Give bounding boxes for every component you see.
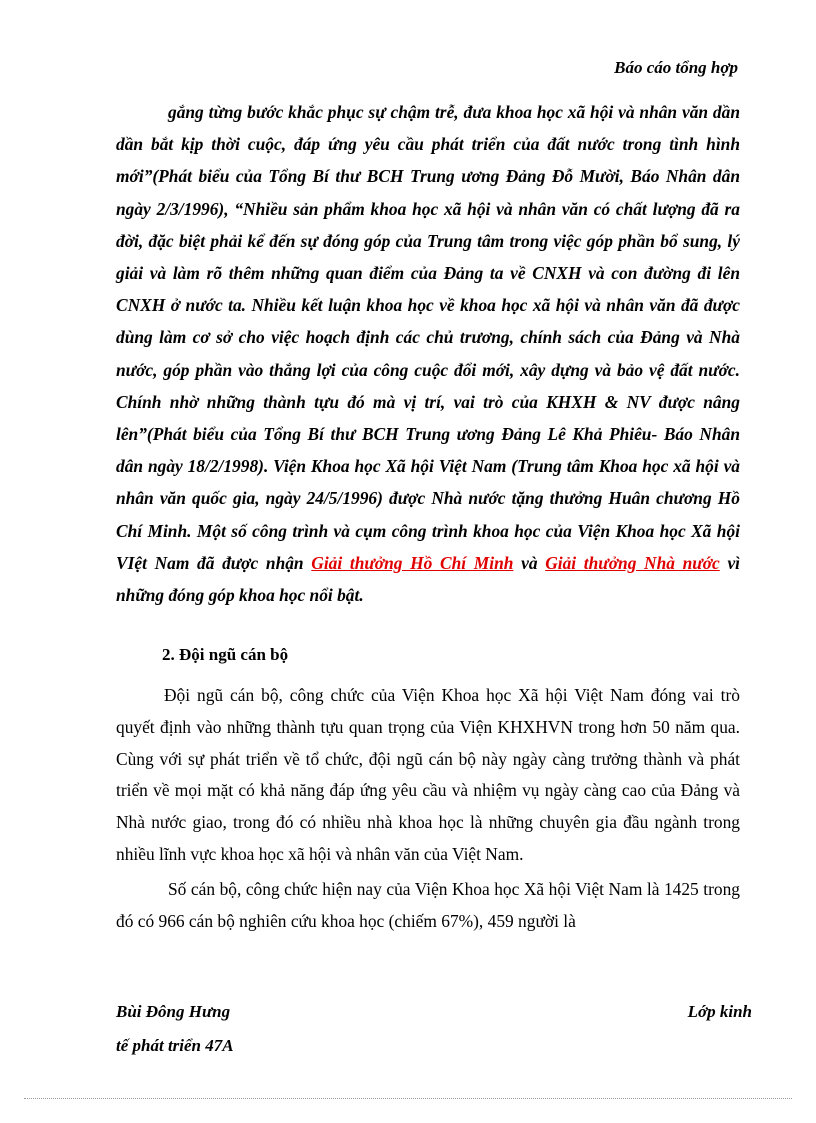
quote-text-end: vì những đóng góp khoa học nổi bật. <box>116 552 740 606</box>
footer-class-prefix: Lớp kinh <box>687 1002 752 1021</box>
quote-text-main: gắng từng bước khắc phục sự chậm trễ, đưa khoa học xã hội và nhân văn dần dần bắt kịp thời cuộc, đáp ứng yêu cầu phát triển của đất nước trong tình hình mới”(Phát biểu của Tổng Bí thư BCH Trung ương Đảng Đỗ Mười, Báo Nhân dân ngày 2/3/1996), “Nhiều sản phẩm khoa học xã hội và nhân văn có chất lượng đã ra đời, đặc biệt phải kể đến sự đóng góp của Trung tâm trong việc góp phần bổ sung, lý giải và làm rõ thêm những quan điểm của Đảng ta về CNXH và con đường đi lên CNXH ở nước ta. Nhiều kết luận khoa học về khoa học xã hội và nhân văn đã được dùng làm cơ sở cho việc hoạch định các chủ trương, chính sách của Đảng và Nhà nước, góp phần vào thắng lợi của công cuộc đổi mới, xây dựng và bảo vệ đất nước. Chính nhờ những thành tựu đó mà vị trí, vai trò của KHXH & NV được nâng lên”(Phát biểu của Tổng Bí thư BCH Trung ương Đảng Lê Khả Phiêu- Báo Nhân dân ngày 18/2/1998). Viện Khoa học Xã hội Việt Nam (Trung tâm Khoa học xã hội và nhân văn quốc gia, ngày 24/5/1996) được Nhà nước tặng thưởng Huân chương Hồ Chí Minh. Một số công trình và cụm công trình khoa học của Viện Khoa học Xã hội VIệt Nam đã được nhận <box>116 102 740 573</box>
footer-class-suffix: tế phát triển 47A <box>116 1036 234 1055</box>
section-heading: 2. Đội ngũ cán bộ <box>162 645 289 664</box>
body-paragraph-staff-role: Đội ngũ cán bộ, công chức của Viện Khoa học Xã hội Việt Nam đóng vai trò quyết định vào những thành tựu quan trọng của Viện KHXHVN trong hơn 50 năm qua. Cùng với sự phát triển về tổ chức, đội ngũ cán bộ này ngày càng trưởng thành và phát triển về mọi mặt có khả năng đáp ứng yêu cầu và nhiệm vụ ngày càng cao của Đảng và Nhà nước giao, trong đó có nhiều nhà khoa học là những chuyên gia đầu ngành trong nhiều lĩnh vực khoa học xã hội và nhân văn của Việt Nam. <box>116 685 740 864</box>
award-link-nha-nuoc[interactable]: Giải thưởng Nhà nước <box>545 552 720 573</box>
footer-author: Bùi Đông Hưng <box>116 1002 231 1021</box>
quote-connector: và <box>513 552 546 573</box>
section-body <box>116 680 740 937</box>
award-link-ho-chi-minh[interactable]: Giải thưởng Hồ Chí Minh <box>311 552 514 573</box>
quote-paragraph <box>116 96 740 611</box>
body-paragraph-staff-count: Số cán bộ, công chức hiện nay của Viện Khoa học Xã hội Việt Nam là 1425 trong đó có 966 cán bộ nghiên cứu khoa học (chiếm 67%), 459 người là <box>116 878 740 931</box>
report-header-title: Báo cáo tổng hợp <box>614 58 738 77</box>
page-bottom-border <box>24 1098 792 1099</box>
